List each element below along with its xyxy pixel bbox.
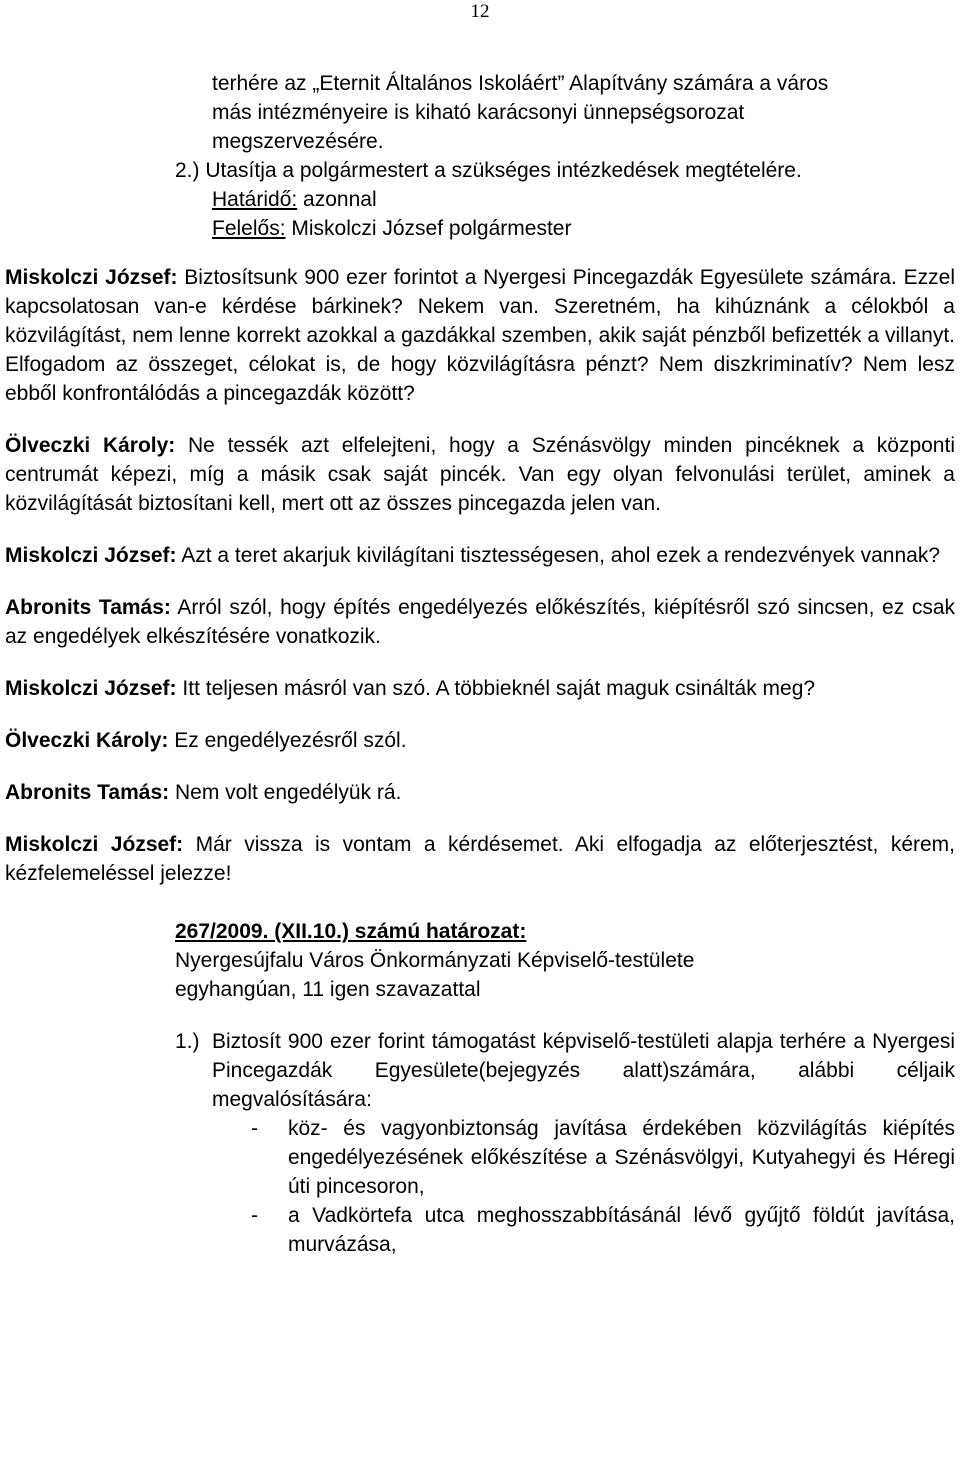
page-number: 12 [470, 1, 490, 22]
continued-line-2: más intézményeire is kiható karácsonyi ünnepségsorozat [212, 101, 745, 124]
resolution-title: 267/2009. (XII.10.) számú határozat: [175, 920, 527, 943]
responsible-label: Felelős: [212, 217, 286, 240]
bullet-item [251, 1114, 955, 1201]
responsible-line [212, 214, 955, 243]
speaker-name: Abronits Tamás: [5, 781, 170, 804]
dash-marker: - [251, 1117, 258, 1140]
resolution-item-2: 2.) Utasítja a polgármestert a szükséges intézkedések megtételére. [175, 159, 802, 182]
continued-line-1: terhére az „Eternit Általános Iskoláért” Alapítvány számára a város [212, 72, 829, 95]
resolution-body-line: egyhangúan, 11 igen szavazattal [175, 978, 481, 1001]
deadline-line [212, 185, 955, 214]
bullet-text: a Vadkörtefa utca meghosszabbításánál lévő gyűjtő földút javítása, murvázása, [288, 1204, 955, 1256]
resolution-body-line: Nyergesújfalu Város Önkormányzati Képviselő-testülete [175, 949, 695, 972]
speech-paragraph [5, 541, 955, 570]
speaker-name: Ölveczki Károly: [5, 434, 176, 457]
speech-text: Már vissza is vontam a kérdésemet. Aki elfogadja az előterjesztést, kérem, kézfelemeléssel jelezze! [5, 833, 955, 885]
continued-resolution-item [212, 69, 955, 156]
item-text: Biztosít 900 ezer forint támogatást képviselő-testületi alapja terhére a Nyergesi Pincegazdák Egyesülete(bejegyzés alatt)számára, alábbi céljaik megvalósítására: [212, 1030, 955, 1111]
deadline-label: Határidő: [212, 188, 298, 211]
speech-text: Arról szól, hogy építés engedélyezés előkészítés, kiépítésről szó sincsen, ez csak az engedélyek elkészítésére vonatkozik. [5, 596, 955, 648]
dash-marker: - [251, 1204, 258, 1227]
speaker-name: Miskolczi József: [5, 677, 177, 700]
speaker-name: Ölveczki Károly: [5, 729, 169, 752]
speech-paragraph [5, 726, 955, 755]
speech-text: Biztosítsunk 900 ezer forintot a Nyergesi Pincegazdák Egyesülete számára. Ezzel kapcsolatosan van-e kérdése bárkinek? Nekem van. Szeretném, ha kihúznánk a célokból a közvilágítást, nem lenne korrekt azokkal a gazdákkal szemben, akik saját pénzből befizették a villanyt. Elfogadom az összeget, célokat is, de hogy közvilágításra pénzt? Nem diszkriminatív? Nem lesz ebből konfrontálódás a pincegazdák között? [5, 266, 955, 405]
bullet-item [251, 1201, 955, 1259]
speech-paragraph [5, 593, 955, 651]
speaker-name: Miskolczi József: [5, 544, 177, 567]
speaker-name: Miskolczi József: [5, 266, 178, 289]
speech-paragraph [5, 674, 955, 703]
speech-text: Azt a teret akarjuk kivilágítani tisztességesen, ahol ezek a rendezvények vannak? [176, 544, 940, 567]
responsible-value: Miskolczi József polgármester [285, 217, 572, 240]
speech-paragraph [5, 431, 955, 518]
continued-line-3: megszervezésére. [212, 130, 384, 153]
speech-paragraph [5, 778, 955, 807]
bullet-text: köz- és vagyonbiztonság javítása érdekében közvilágítás kiépítés engedélyezésének előkészítése a Szénásvölgyi, Kutyahegyi és Héregi úti pincesoron, [288, 1117, 955, 1198]
speech-paragraph [5, 263, 955, 408]
speech-text: Ez engedélyezésről szól. [168, 729, 407, 752]
speaker-name: Miskolczi József: [5, 833, 184, 856]
speech-text: Itt teljesen másról van szó. A többieknél saját maguk csinálták meg? [176, 677, 816, 700]
speech-text: Ne tessék azt elfelejteni, hogy a Szénásvölgy minden pincéknek a központi centrumát képezi, míg a másik csak saját pincék. Van egy olyan felvonulási terület, aminek a közvilágítását biztosítani kell, mert ott az összes pincegazda jelen van. [5, 434, 955, 515]
speech-paragraph [5, 830, 955, 888]
document-body [5, 69, 955, 1259]
speech-text: Nem volt engedélyük rá. [169, 781, 402, 804]
resolution-item-1 [175, 1027, 955, 1114]
resolution-block [175, 917, 955, 1004]
speaker-name: Abronits Tamás: [5, 596, 171, 619]
deadline-value: azonnal [297, 188, 377, 211]
item-number: 1.) [175, 1030, 200, 1053]
